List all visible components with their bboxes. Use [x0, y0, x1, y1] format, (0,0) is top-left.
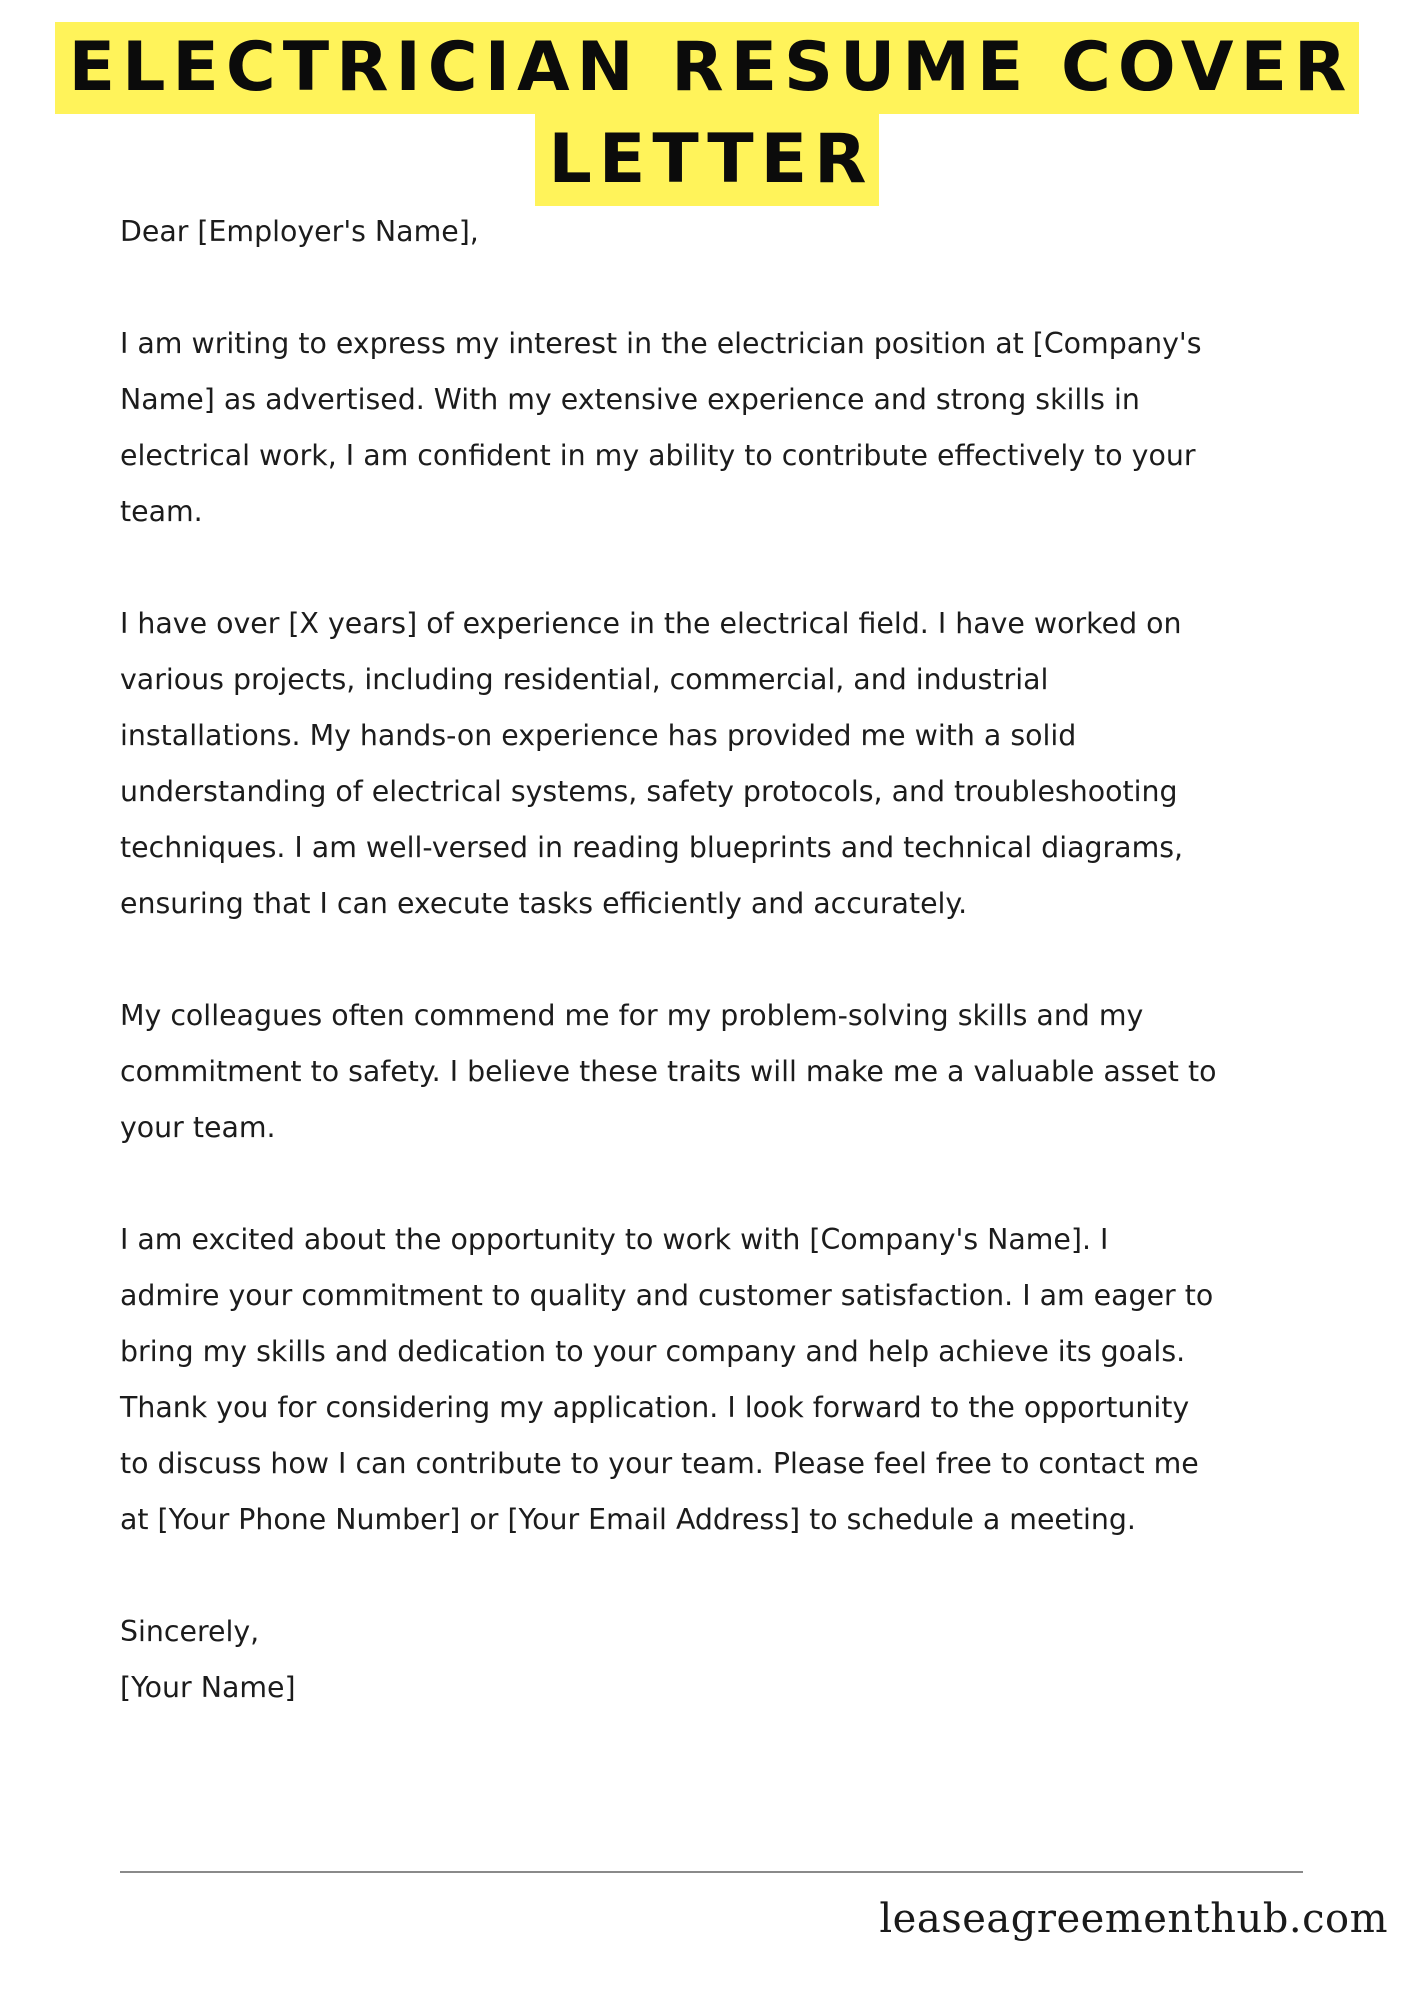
title-line-1: ELECTRICIAN RESUME COVER — [55, 22, 1360, 114]
paragraph-traits: My colleagues often commend me for my problem-solving skills and my commitment to safety. I believe these traits will make me a valuable asset to your team. — [120, 999, 1217, 1144]
paragraph-closing: I am excited about the opportunity to work with [Company's Name]. I admire your commitment to quality and customer satisfaction. I am eager to bring my skills and dedication to your company and help achieve its goals. Thank you for considering my application. I look forward to the opportunity to discuss how I can contribute to your team. Please feel free to contact me at [Your Phone Number] or [Your Email Address] to schedule a meeting. — [120, 1223, 1214, 1536]
footer-divider — [120, 1871, 1303, 1873]
signature-block: Sincerely, [Your Name] — [120, 1615, 296, 1704]
letter-body — [120, 204, 1320, 1716]
paragraph-experience: I have over [X years] of experience in the electrical field. I have worked on various projects, including residential, commercial, and industrial installations. My hands-on experience has provided me with a solid understanding of electrical systems, safety protocols, and troubleshooting techniques. I am well-versed in reading blueprints and technical diagrams, ensuring that I can execute tasks efficiently and accurately. — [120, 607, 1184, 920]
paragraph-intro: I am writing to express my interest in the electrician position at [Company's Name] as advertised. With my extensive experience and strong skills in electrical work, I am confident in my ability to contribute effectively to your team. — [120, 327, 1202, 528]
salutation: Dear [Employer's Name], — [120, 215, 479, 248]
page-title — [0, 22, 1414, 206]
brand-logo: leaseagreementhub.com — [879, 1896, 1388, 1942]
title-line-2: LETTER — [535, 114, 880, 206]
